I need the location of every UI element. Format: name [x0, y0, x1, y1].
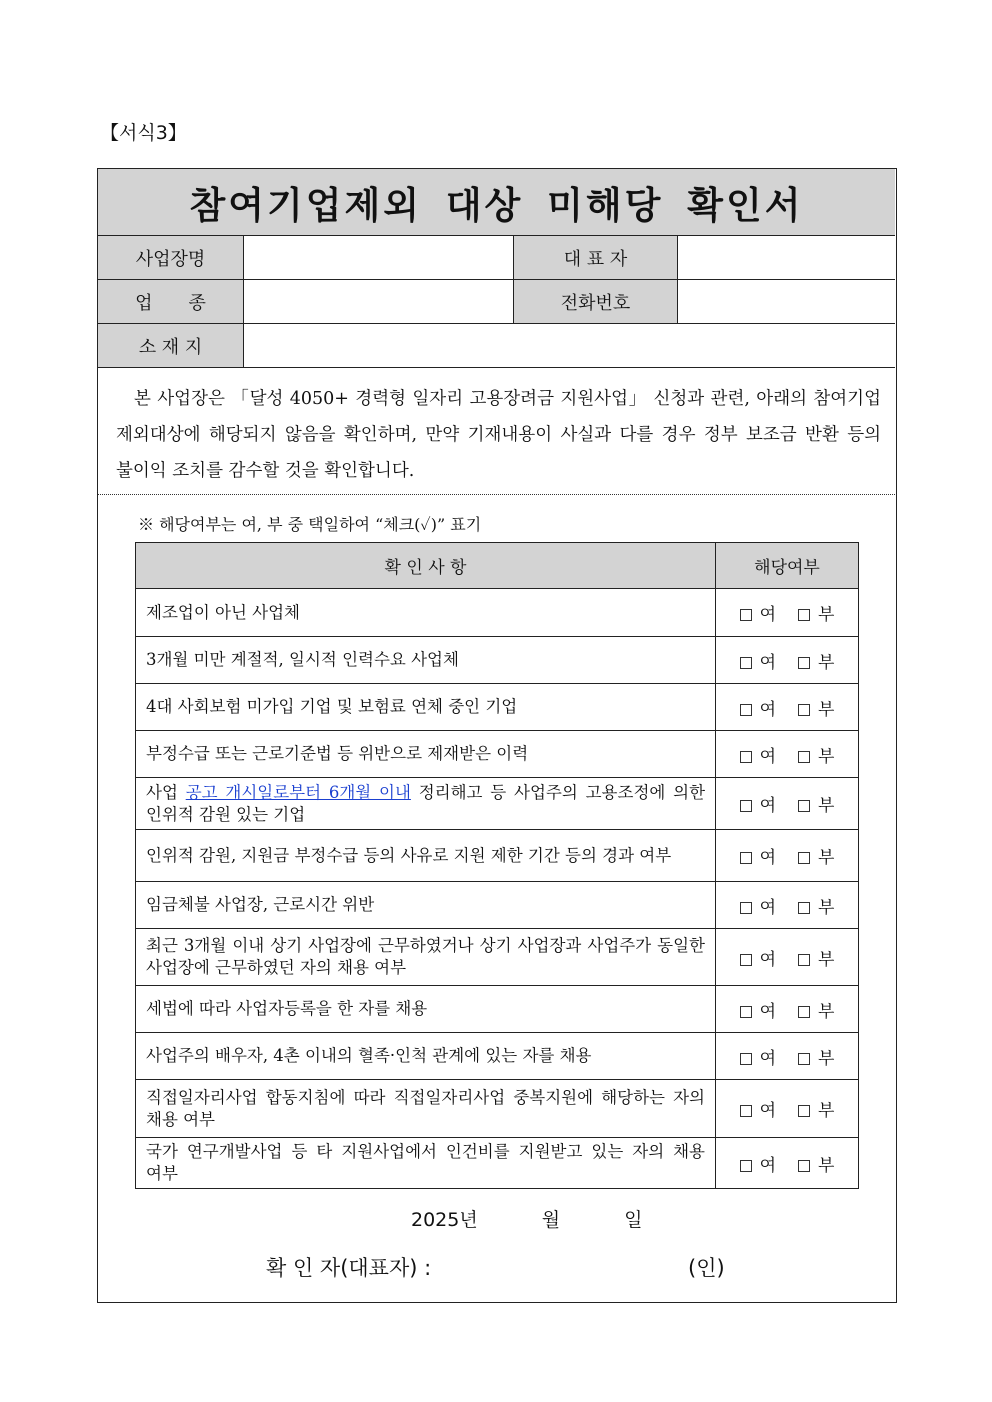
- option-yes-label: 여: [759, 746, 776, 767]
- checklist-row: [136, 986, 859, 1033]
- checklist-row: [136, 830, 859, 882]
- checklist-item-text: 4대 사회보험 미가입 기업 및 보험료 연체 중인 기업: [136, 684, 716, 731]
- checkbox-yes[interactable]: [740, 902, 752, 914]
- option-no[interactable]: [798, 1002, 834, 1022]
- option-yes-label: 여: [759, 1101, 776, 1121]
- checklist-item-text: [136, 778, 716, 830]
- checklist-item-text: 직접일자리사업 합동지침에 따라 직접일자리사업 중복지원에 해당하는 자의 채용 여부: [136, 1080, 716, 1138]
- header-check-items: 확 인 사 항: [136, 543, 716, 589]
- form-frame: [97, 168, 897, 1303]
- checkbox-no[interactable]: [798, 1053, 810, 1065]
- checklist-item-text: 사업주의 배우자, 4촌 이내의 혈족·인척 관계에 있는 자를 채용: [136, 1033, 716, 1080]
- checkbox-no[interactable]: [798, 954, 810, 966]
- option-no-label: 부: [818, 652, 835, 673]
- checklist-row: [136, 1138, 859, 1189]
- representative-label: 대 표 자: [513, 236, 677, 279]
- dotted-divider: [98, 494, 895, 495]
- option-no[interactable]: [798, 950, 834, 970]
- checklist-row: [136, 1033, 859, 1080]
- option-yes[interactable]: [740, 796, 776, 816]
- option-yes[interactable]: [740, 1101, 776, 1121]
- checkbox-no[interactable]: [798, 902, 810, 914]
- option-yes[interactable]: [740, 653, 776, 673]
- option-no-label: 부: [818, 848, 835, 868]
- option-no-label: 부: [818, 1101, 835, 1121]
- option-yes-label: 여: [759, 897, 776, 918]
- option-yes[interactable]: [740, 1156, 776, 1176]
- option-yes-label: 여: [759, 848, 776, 868]
- item-text-suffix: 정리해고 등 사업주의 고용조정에 의한 인위적 감원 있는 기업: [146, 782, 706, 824]
- option-yes-label: 여: [759, 1001, 776, 1022]
- checkbox-no[interactable]: [798, 609, 810, 621]
- option-no[interactable]: [798, 747, 834, 767]
- option-yes[interactable]: [740, 898, 776, 918]
- date-line: [411, 1205, 643, 1232]
- checklist-table: [135, 542, 859, 1189]
- checkbox-yes[interactable]: [740, 1006, 752, 1018]
- applicability-options: [716, 589, 859, 637]
- checkbox-yes[interactable]: [740, 1105, 752, 1117]
- applicability-options: [716, 929, 859, 986]
- checklist-item-text: 인위적 감원, 지원금 부정수급 등의 사유로 지원 제한 기간 등의 경과 여부: [136, 830, 716, 882]
- applicability-options: [716, 637, 859, 684]
- checklist-item-text: 부정수급 또는 근로기준법 등 위반으로 제재받은 이력: [136, 731, 716, 778]
- checkbox-no[interactable]: [798, 852, 810, 864]
- industry-field[interactable]: [243, 280, 513, 323]
- header-applicability: 해당여부: [716, 543, 859, 589]
- confirmation-statement: 본 사업장은 「달성 4050+ 경력형 일자리 고용장려금 지원사업」 신청과 관련, 아래의 참여기업 제외대상에 해당되지 않음을 확인하며, 만약 기재내용이 사실과 다를 경우 정부 보조금 반환 등의 불이익 조치를 감수할 것을 확인합니다.: [116, 389, 881, 481]
- option-no-label: 부: [818, 699, 835, 720]
- checklist-item-text: 최근 3개월 이내 상기 사업장에 근무하였거나 상기 사업장과 사업주가 동일한 사업장에 근무하였던 자의 채용 여부: [136, 929, 716, 986]
- checklist-item-text: 임금체불 사업장, 근로시간 위반: [136, 882, 716, 929]
- option-yes[interactable]: [740, 1049, 776, 1069]
- option-yes[interactable]: [740, 1002, 776, 1022]
- date-day[interactable]: 일: [624, 1209, 643, 1231]
- checkbox-no[interactable]: [798, 751, 810, 763]
- checklist-row: [136, 684, 859, 731]
- option-no-label: 부: [818, 897, 835, 918]
- notice-period-link[interactable]: 공고 개시일로부터 6개월 이내: [185, 782, 411, 802]
- check-instruction-note: ※ 해당여부는 여, 부 중 택일하여 “체크(✓)” 표기: [138, 515, 482, 534]
- option-no[interactable]: [798, 898, 834, 918]
- document-title: 참여기업제외 대상 미해당 확인서: [98, 169, 895, 236]
- checklist-row: [136, 1080, 859, 1138]
- option-no-label: 부: [818, 796, 835, 816]
- address-label: 소 재 지: [98, 324, 243, 367]
- checklist-row: [136, 929, 859, 986]
- option-yes[interactable]: [740, 848, 776, 868]
- checkbox-no[interactable]: [798, 1006, 810, 1018]
- checkbox-yes[interactable]: [740, 1053, 752, 1065]
- applicability-options: [716, 1033, 859, 1080]
- date-month[interactable]: 월: [541, 1209, 561, 1231]
- option-no-label: 부: [818, 1001, 835, 1022]
- option-no[interactable]: [798, 1156, 834, 1176]
- business-name-label: 사업장명: [98, 236, 243, 279]
- address-field[interactable]: [243, 324, 895, 367]
- option-no[interactable]: [798, 1049, 834, 1069]
- checklist-row: [136, 589, 859, 637]
- option-yes[interactable]: [740, 605, 776, 625]
- phone-field[interactable]: [677, 280, 895, 323]
- applicability-options: [716, 882, 859, 929]
- checkbox-no[interactable]: [798, 657, 810, 669]
- signer-label: 확 인 자(대표자) :: [266, 1256, 432, 1280]
- form-number-label: 【서식3】: [100, 122, 187, 144]
- checkbox-yes[interactable]: [740, 704, 752, 716]
- checklist-item-text: 3개월 미만 계절적, 일시적 인력수요 사업체: [136, 637, 716, 684]
- applicability-options: [716, 778, 859, 830]
- checkbox-no[interactable]: [798, 704, 810, 716]
- checklist-row: [136, 731, 859, 778]
- checklist-header-row: [136, 543, 859, 589]
- option-no-label: 부: [818, 746, 835, 767]
- option-no-label: 부: [818, 949, 835, 970]
- checkbox-no[interactable]: [798, 800, 810, 812]
- applicability-options: [716, 986, 859, 1033]
- option-no-label: 부: [818, 1155, 835, 1176]
- checklist-row: [136, 882, 859, 929]
- option-yes-label: 여: [759, 1155, 776, 1176]
- option-no[interactable]: [798, 605, 834, 625]
- checklist-row: [136, 778, 859, 830]
- option-yes-label: 여: [759, 652, 776, 673]
- checklist-item-text: 세법에 따라 사업자등록을 한 자를 채용: [136, 986, 716, 1033]
- phone-label: 전화번호: [513, 280, 677, 323]
- option-yes-label: 여: [759, 796, 776, 816]
- checkbox-yes[interactable]: [740, 852, 752, 864]
- business-name-field[interactable]: [243, 236, 513, 279]
- info-row-address: [98, 324, 895, 368]
- option-no[interactable]: [798, 653, 834, 673]
- date-year: 2025년: [411, 1209, 478, 1231]
- checklist-item-text: 제조업이 아닌 사업체: [136, 589, 716, 637]
- checkbox-yes[interactable]: [740, 1160, 752, 1172]
- option-yes[interactable]: [740, 950, 776, 970]
- option-no-label: 부: [818, 605, 835, 625]
- checkbox-no[interactable]: [798, 1160, 810, 1172]
- option-yes-label: 여: [759, 605, 776, 625]
- checkbox-yes[interactable]: [740, 609, 752, 621]
- option-no[interactable]: [798, 1101, 834, 1121]
- item-text-prefix: 사업: [146, 782, 186, 802]
- option-yes-label: 여: [759, 699, 776, 720]
- seal-mark: (인): [688, 1256, 725, 1280]
- applicability-options: [716, 1080, 859, 1138]
- option-no[interactable]: [798, 700, 834, 720]
- checkbox-yes[interactable]: [740, 657, 752, 669]
- info-row-name: [98, 236, 895, 280]
- applicability-options: [716, 731, 859, 778]
- option-no[interactable]: [798, 796, 834, 816]
- industry-label: 업 종: [98, 280, 243, 323]
- applicability-options: [716, 830, 859, 882]
- checkbox-yes[interactable]: [740, 751, 752, 763]
- checkbox-yes[interactable]: [740, 954, 752, 966]
- checkbox-no[interactable]: [798, 1105, 810, 1117]
- option-yes-label: 여: [759, 1048, 776, 1069]
- representative-field[interactable]: [677, 236, 895, 279]
- option-no-label: 부: [818, 1048, 835, 1069]
- checklist-row: [136, 637, 859, 684]
- option-no[interactable]: [798, 848, 834, 868]
- option-yes-label: 여: [759, 949, 776, 970]
- applicability-options: [716, 684, 859, 731]
- applicability-options: [716, 1138, 859, 1189]
- info-row-industry: [98, 280, 895, 324]
- checklist-item-text: 국가 연구개발사업 등 타 지원사업에서 인건비를 지원받고 있는 자의 채용 여부: [136, 1138, 716, 1189]
- option-yes[interactable]: [740, 700, 776, 720]
- checkbox-yes[interactable]: [740, 800, 752, 812]
- option-yes[interactable]: [740, 747, 776, 767]
